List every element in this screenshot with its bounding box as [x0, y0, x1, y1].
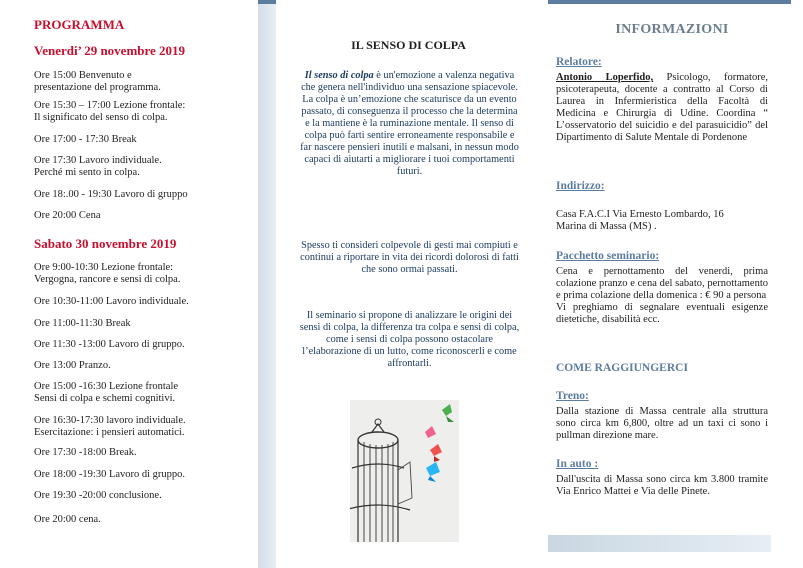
- informazioni-panel: [541, 0, 803, 568]
- programma-title: PROGRAMMA: [34, 17, 125, 32]
- schedule-item: [34, 189, 258, 201]
- paragraph-3: Il seminario si propone di analizzare le origini dei sensi di colpa, la differenza tra colpa e sensi di colpa, come i sensi di colpa possono ostacolare l’elaborazione di un lutto, come riconoscerli e come affrontarli.: [299, 310, 520, 369]
- schedule-text: Ore 18:.00 - 19:30 Lavoro di gruppo: [34, 189, 188, 200]
- schedule-text: Ore 15:00 Benvenuto e presentazione del programma.: [34, 70, 161, 93]
- intro-rest: è un'emozione a valenza negativa che genera nell'individuo una sensazione spiacevole. La colpa è un’emozione che scaturisce da un evento passato, di conseguenza il processo che la determina e la mantiene è la ruminazione mentale. Il senso di colpa può farti sentire erroneamente responsabile e far nascere pensieri inutili e malsani, in nessun modo capaci di aiutarti a migliorare i tuoi comportamenti futuri.: [300, 70, 519, 177]
- schedule-text: Ore 9:00-10:30 Lezione frontale: Vergogna, rancore e sensi di colpa.: [34, 262, 181, 285]
- decorative-side-band: [258, 0, 276, 568]
- schedule-text: Ore 10:30-11:00 Lavoro individuale.: [34, 296, 189, 307]
- auto-heading: In auto :: [556, 458, 599, 470]
- schedule-item: [34, 447, 258, 459]
- intro-paragraph: [298, 70, 521, 178]
- schedule-item: [34, 318, 258, 330]
- schedule-item: [34, 70, 258, 94]
- schedule-text: Ore 11:00-11:30 Break: [34, 318, 131, 329]
- schedule-item: [34, 262, 258, 286]
- come-raggiungerci-heading: COME RAGGIUNGERCI: [556, 362, 688, 374]
- schedule-item: [34, 469, 258, 481]
- schedule-item: [34, 155, 258, 179]
- schedule-text: Ore 17:30 Lavoro individuale. Perché mi sento in colpa.: [34, 155, 162, 178]
- treno-heading: Treno:: [556, 390, 589, 402]
- schedule-item: [34, 514, 258, 526]
- pacchetto-heading: Pacchetto seminario:: [556, 250, 660, 262]
- schedule-item: [34, 381, 258, 405]
- pacchetto-text: Cena e pernottamento del venerdi, prima colazione pranzo e cena del sabato, pernottamento e prima colazione della domenica : € 90 a persona Vi preghiamo di segnalare eventuali esigenze dietetiche, disabilità ecc.: [556, 266, 768, 325]
- relatore-description: Psicologo, formatore, psicoterapeuta, docente a contratto al Corso di Laurea in Infermieristica della Facoltà di Medicina e Chirurgia di Udine. Coordina “ L’osservatorio del suicidio e del parasuicidio” del Dipartimento di Salute Mentale di Pordenone: [556, 72, 768, 143]
- info-title: INFORMAZIONI: [615, 22, 729, 37]
- schedule-item: [34, 360, 258, 372]
- decorative-top-band: [548, 0, 791, 4]
- schedule-item: [34, 296, 258, 308]
- schedule-text: Ore 11:30 -13:00 Lavoro di gruppo.: [34, 339, 185, 350]
- schedule-text: Ore 15:30 – 17:00 Lezione frontale: Il significato del senso di colpa.: [34, 100, 186, 123]
- schedule-item: [34, 490, 258, 502]
- relatore-name: Antonio Loperfido,: [556, 72, 654, 83]
- schedule-text: Ore 20:00 cena.: [34, 514, 101, 525]
- day2-heading: Sabato 30 novembre 2019: [34, 236, 177, 251]
- programma-panel: [0, 0, 276, 568]
- decorative-band-top: [258, 0, 276, 4]
- senso-di-colpa-panel: [276, 0, 541, 568]
- relatore-heading: Relatore:: [556, 56, 602, 68]
- schedule-text: Ore 16:30-17:30 lavoro individuale. Esercitazione: i pensieri automatici.: [34, 415, 186, 438]
- birdcage-photo: [350, 400, 459, 542]
- indirizzo-text: Casa F.A.C.I Via Ernesto Lombardo, 16 Marina di Massa (MS) .: [556, 209, 724, 232]
- schedule-text: Ore 19:30 -20:00 conclusione.: [34, 490, 162, 501]
- schedule-text: Ore 17:00 - 17:30 Break: [34, 134, 137, 145]
- treno-text: Dalla stazione di Massa centrale alla struttura sono circa km 6,800, oltre ad un taxi ci sono i pullman direzione mare.: [556, 406, 768, 441]
- schedule-item: [34, 210, 258, 222]
- section-title: IL SENSO DI COLPA: [351, 38, 466, 52]
- intro-lead: Il senso di colpa: [304, 70, 374, 81]
- birdcage-illustration: [350, 400, 459, 542]
- schedule-item: [34, 339, 258, 351]
- schedule-text: Ore 18:00 -19:30 Lavoro di gruppo.: [34, 469, 186, 480]
- relatore-text: [556, 72, 768, 144]
- schedule-item: [34, 415, 258, 439]
- decorative-footer-bar: [548, 535, 771, 552]
- day1-heading: Venerdi’ 29 novembre 2019: [34, 43, 186, 58]
- schedule-item: [34, 100, 258, 124]
- schedule-text: Ore 15:00 -16:30 Lezione frontale Sensi di colpa e schemi cognitivi.: [34, 381, 179, 404]
- paragraph-2: Spesso ti consideri colpevole di gesti mai compiuti e continui a riportare in vita dei ricordi dolorosi di fatti che sono ormai passati.: [300, 240, 519, 275]
- schedule-text: Ore 13:00 Pranzo.: [34, 360, 111, 371]
- indirizzo-heading: Indirizzo:: [556, 180, 605, 192]
- auto-text: Dall'uscita di Massa sono circa km 3.800 tramite Via Enrico Mattei e Via delle Pinete.: [556, 474, 768, 497]
- schedule-item: [34, 134, 258, 146]
- schedule-text: Ore 17:30 -18:00 Break.: [34, 447, 137, 458]
- schedule-text: Ore 20:00 Cena: [34, 210, 101, 221]
